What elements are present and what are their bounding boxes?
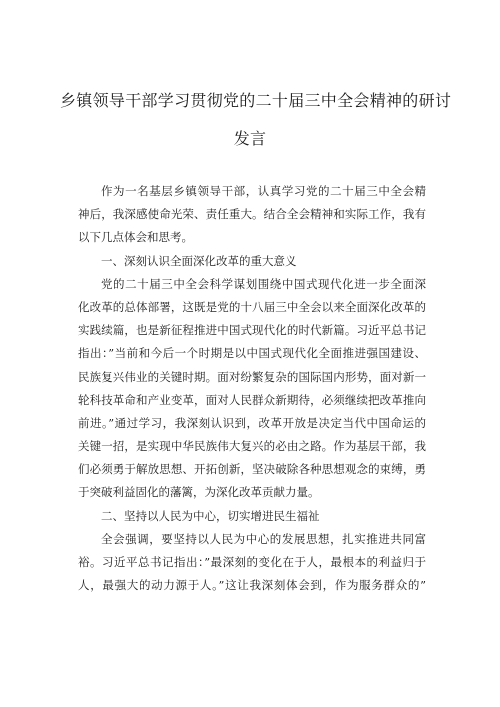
body-line: 党的二十届三中全会科学谋划围绕中国式现代化进一步全面深 bbox=[101, 276, 426, 291]
document-body bbox=[78, 180, 426, 597]
body-line: 实践续篇，也是新征程推进中国式现代化的时代新篇。习近平总书记 bbox=[78, 323, 426, 338]
document-title-line-2: 发言 bbox=[233, 129, 267, 148]
body-line: 民族复兴伟业的关键时期。面对纷繁复杂的国际国内形势，面对新一 bbox=[78, 369, 426, 384]
body-line: 人，最强大的动力源于人。”这让我深刻体会到，作为服务群众的” bbox=[78, 578, 426, 593]
body-line: 神后，我深感使命光荣、责任重大。结合全会精神和实际工作，我有 bbox=[78, 207, 426, 222]
body-line: 作为一名基层乡镇领导干部，认真学习党的二十届三中全会精 bbox=[101, 184, 426, 198]
body-line: 化改革的总体部署，这既是党的十八届三中全会以来全面深化改革的 bbox=[78, 299, 426, 314]
body-line: 以下几点体会和思考。 bbox=[78, 230, 193, 245]
body-line: 指出：”当前和今后一个时期是以中国式现代化全面推进强国建设、 bbox=[78, 346, 426, 361]
body-line: 轮科技革命和产业变革，面对人民群众新期待，必须继续把改革推向 bbox=[78, 392, 426, 407]
document-title-line-1: 乡镇领导干部学习贯彻党的二十届三中全会精神的研讨 bbox=[60, 91, 452, 110]
body-line: 裕。习近平总书记指出：”最深刻的变化在于人，最根本的利益归于 bbox=[78, 555, 426, 569]
body-line: 于突破利益固化的藩篱，为深化改革贡献力量。 bbox=[78, 485, 320, 500]
body-line: 们必须勇于解放思想、开拓创新，坚决破除各种思想观念的束缚，勇 bbox=[78, 462, 426, 477]
body-line: 全会强调，要坚持以人民为中心的发展思想，扎实推进共同富 bbox=[101, 531, 426, 546]
section-heading: 二、坚持以人民为中心，切实增进民生福祉 bbox=[101, 508, 320, 523]
body-line: 前进。”通过学习，我深刻认识到，改革开放是决定当代中国命运的 bbox=[78, 415, 426, 430]
section-heading: 一、深刻认识全面深化改革的重大意义 bbox=[101, 253, 297, 268]
body-line: 关键一招，是实现中华民族伟大复兴的必由之路。作为基层干部，我 bbox=[78, 439, 426, 454]
